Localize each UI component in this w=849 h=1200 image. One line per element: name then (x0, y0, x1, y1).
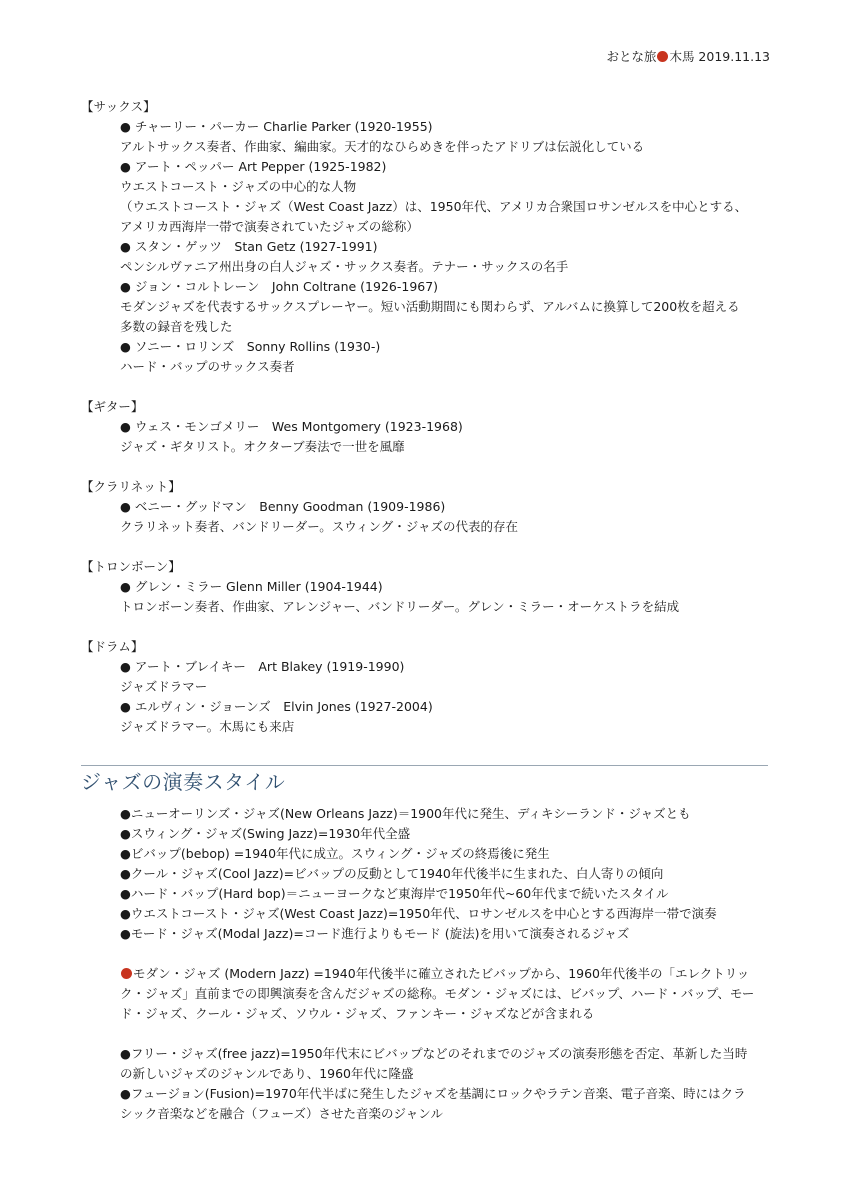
sax-line: ペンシルヴァニア州出身の白人ジャズ・サックス奏者。テナー・サックスの名手 (120, 259, 569, 274)
heading-drums: 【ドラム】 (81, 639, 144, 654)
trombone-line: ● グレン・ミラー Glenn Miller (1904-1944) (120, 579, 383, 594)
header-date: 木馬 2019.11.13 (669, 49, 770, 64)
sax-line: ● チャーリー・パーカー Charlie Parker (1920-1955) (120, 119, 433, 134)
sax-line: 多数の録音を残した (120, 319, 233, 334)
clarinet-line: ● ベニー・グッドマン Benny Goodman (1909-1986) (120, 499, 446, 514)
heading-trombone: 【トロンボーン】 (81, 559, 181, 574)
sax-line: （ウエストコースト・ジャズ（West Coast Jazz）は、1950年代、アメリカ合衆国ロサンゼルスを中心とする、 (120, 199, 748, 214)
sax-line: ● スタン・ゲッツ Stan Getz (1927-1991) (120, 239, 378, 254)
trombone-line: トロンボーン奏者、作曲家、アレンジャー、バンドリーダー。グレン・ミラー・オーケストラを結成 (120, 599, 680, 614)
drums-line: ジャズドラマー。木馬にも来店 (120, 719, 295, 734)
later-style-line: シック音楽などを融合（フューズ）させた音楽のジャンル (120, 1106, 443, 1121)
style-item: ●クール・ジャズ(Cool Jazz)=ビバップの反動として1940年代後半に生まれた、白人寄りの傾向 (120, 866, 664, 881)
modern-jazz-line (120, 965, 749, 983)
guitar-line: ● ウェス・モンゴメリー Wes Montgomery (1923-1968) (120, 419, 463, 434)
section-title: ジャズの演奏スタイル (81, 770, 286, 794)
drums-line: ジャズドラマー (120, 679, 208, 694)
red-dot-icon (657, 51, 668, 62)
drums-line: ● エルヴィン・ジョーンズ Elvin Jones (1927-2004) (120, 699, 433, 714)
guitar-line: ジャズ・ギタリスト。オクターブ奏法で一世を風靡 (120, 439, 405, 454)
page-header (606, 47, 770, 65)
style-item: ●モード・ジャズ(Modal Jazz)=コード進行よりもモード (旋法)を用いて演奏されるジャズ (120, 926, 630, 941)
later-style-line: ●フュージョン(Fusion)=1970年代半ばに発生したジャズを基調にロックやラテン音楽、電子音楽、時にはクラ (120, 1086, 746, 1101)
sax-line: ● ソニー・ロリンズ Sonny Rollins (1930-) (120, 339, 381, 354)
sax-line: モダンジャズを代表するサックスプレーヤー。短い活動期間にも関わらず、アルバムに換算して200枚を超える (120, 299, 740, 314)
heading-clarinet: 【クラリネット】 (81, 479, 181, 494)
sax-line: アメリカ西海岸一帯で演奏されていたジャズの総称） (120, 219, 419, 234)
sax-line: ● アート・ペッパー Art Pepper (1925-1982) (120, 159, 387, 174)
drums-line: ● アート・ブレイキー Art Blakey (1919-1990) (120, 659, 405, 674)
style-item: ●ハード・バップ(Hard bop)＝ニューヨークなど東海岸で1950年代~60年代まで続いたスタイル (120, 886, 669, 901)
modern-jazz-line: ク・ジャズ」直前までの即興演奏を含んだジャズの総称。モダン・ジャズには、ビバップ、ハード・バップ、モー (120, 986, 755, 1001)
clarinet-line: クラリネット奏者、バンドリーダー。スウィング・ジャズの代表的存在 (120, 519, 519, 534)
heading-guitar: 【ギター】 (81, 399, 144, 414)
heading-sax: 【サックス】 (81, 99, 156, 114)
style-item: ●スウィング・ジャズ(Swing Jazz)=1930年代全盛 (120, 826, 411, 841)
sax-line: ● ジョン・コルトレーン John Coltrane (1926-1967) (120, 279, 439, 294)
red-dot-icon (121, 968, 132, 979)
sax-line: アルトサックス奏者、作曲家、編曲家。天才的なひらめきを伴ったアドリブは伝説化している (120, 139, 645, 154)
later-style-line: ●フリー・ジャズ(free jazz)=1950年代末にビバップなどのそれまでのジャズの演奏形態を否定、革新した当時 (120, 1046, 748, 1061)
later-style-line: の新しいジャズのジャンルであり、1960年代に隆盛 (120, 1066, 414, 1081)
sax-line: ウエストコースト・ジャズの中心的な人物 (120, 179, 357, 194)
style-item: ●ウエストコースト・ジャズ(West Coast Jazz)=1950年代、ロサンゼルスを中心とする西海岸一帯で演奏 (120, 906, 717, 921)
style-item: ●ニューオーリンズ・ジャズ(New Orleans Jazz)＝1900年代に発生、ディキシーランド・ジャズとも (120, 806, 691, 821)
style-item: ●ビバップ(bebop) =1940年代に成立。スウィング・ジャズの終焉後に発生 (120, 846, 550, 861)
sax-line: ハード・バップのサックス奏者 (120, 359, 295, 374)
header-brand: おとな旅 (606, 49, 657, 64)
modern-jazz-text: モダン・ジャズ (Modern Jazz) =1940年代後半に確立されたビバップから、1960年代後半の「エレクトリッ (133, 966, 750, 981)
modern-jazz-line: ド・ジャズ、クール・ジャズ、ソウル・ジャズ、ファンキー・ジャズなどが含まれる (120, 1006, 595, 1021)
